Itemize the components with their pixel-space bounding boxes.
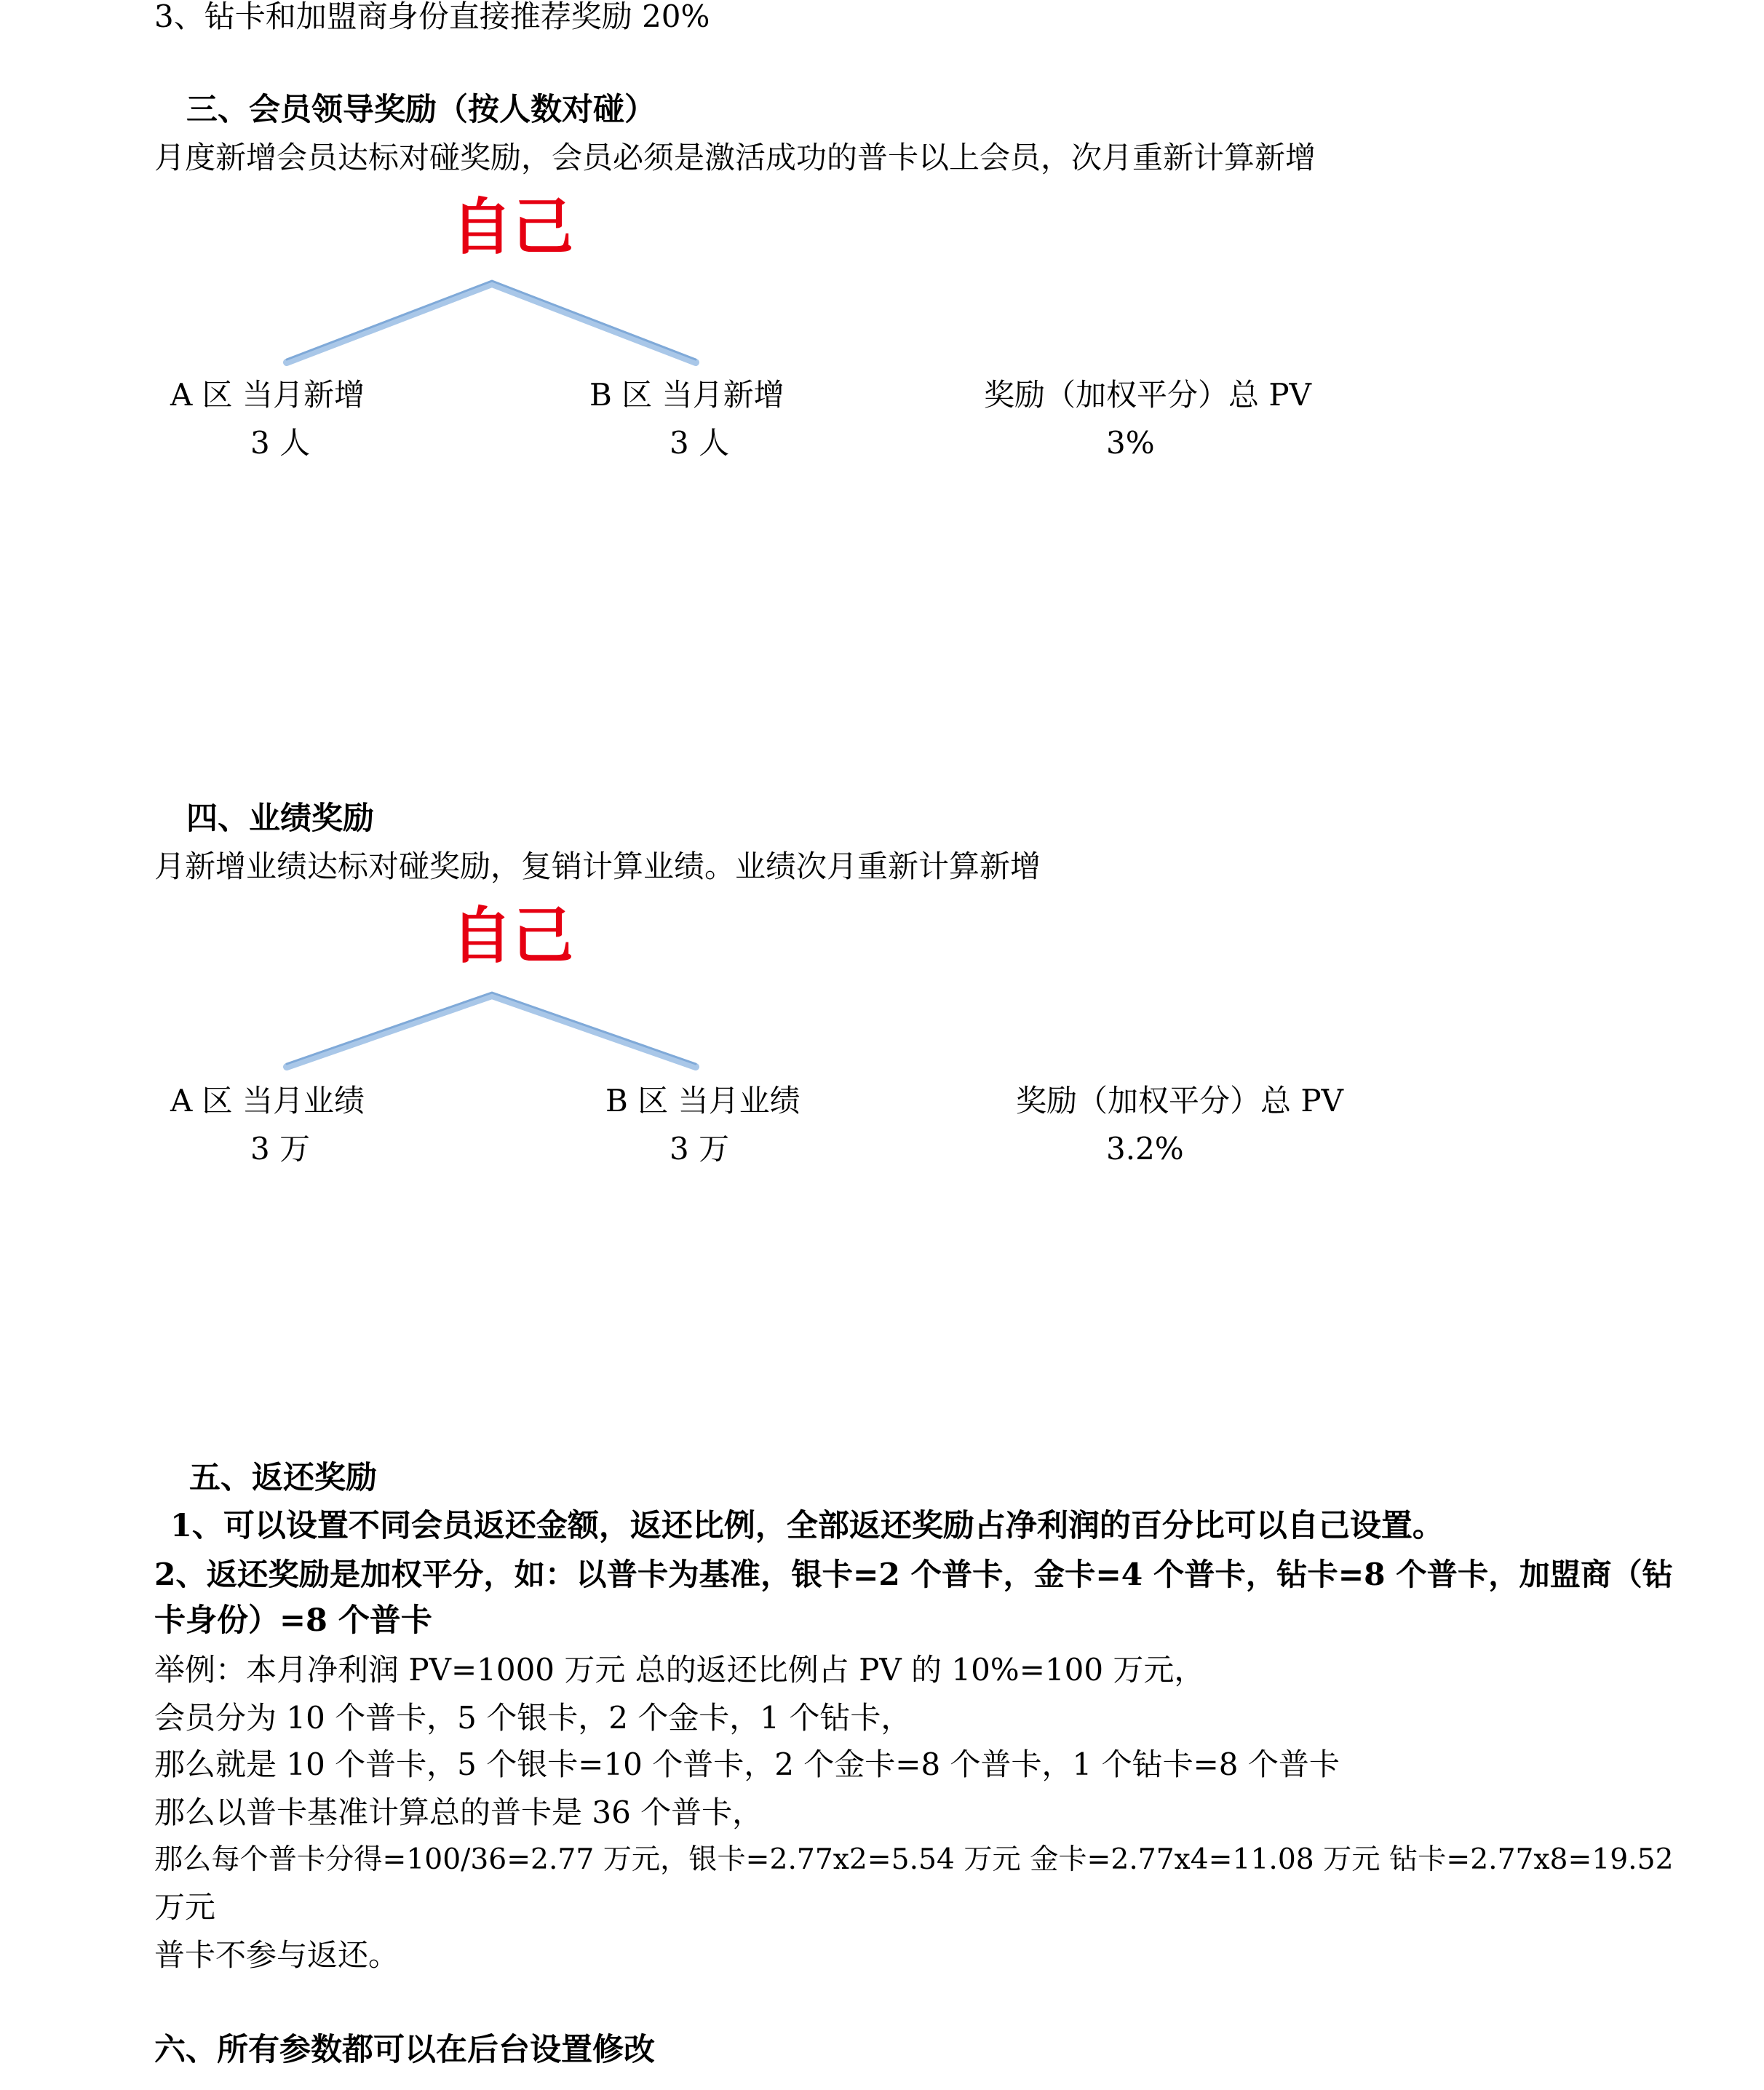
example-line: 会员分为 10 个普卡，5 个银卡，2 个金卡，1 个钻卡， <box>154 1700 912 1736</box>
section-description: 月度新增会员达标对碰奖励，会员必须是激活成功的普卡以上会员，次月重新计算新增 <box>154 140 1316 175</box>
section-heading: 五、返还奖励 <box>189 1460 377 1496</box>
text-line: 3、钻卡和加盟商身份直接推荐奖励 20% <box>154 0 710 34</box>
zone-a-value: 3 万 <box>250 1131 311 1167</box>
zone-b-value: 3 万 <box>670 1131 730 1167</box>
root-node-label: 自己 <box>451 900 574 972</box>
branch-line-highlight <box>287 993 696 1064</box>
reward-label: 奖励（加权平分）总 PV <box>984 377 1311 413</box>
section-heading: 四、业绩奖励 <box>186 800 374 837</box>
zone-b-value: 3 人 <box>670 425 730 461</box>
example-line: 举例：本月净利润 PV=1000 万元 总的返还比例占 PV 的 10%=100 万元， <box>154 1652 1205 1688</box>
example-line: 那么就是 10 个普卡，5 个银卡=10 个普卡，2 个金卡=8 个普卡，1 个钻卡=8 个普卡 <box>154 1747 1340 1782</box>
section-heading: 三、会员领导奖励（按人数对碰） <box>186 92 656 128</box>
section-description: 月新增业绩达标对碰奖励，复销计算业绩。业绩次月重新计算新增 <box>154 849 1041 884</box>
reward-value: 3% <box>1106 425 1155 461</box>
zone-b-label: B 区 当月业绩 <box>605 1083 800 1118</box>
bold-paragraph-continued: 卡身份）=8 个普卡 <box>154 1602 432 1639</box>
bold-paragraph: 1、可以设置不同会员返还金额，返还比例，全部返还奖励占净利润的百分比可以自己设置。 <box>170 1508 1444 1544</box>
bold-paragraph: 2、返还奖励是加权平分，如：以普卡为基准，银卡=2 个普卡，金卡=4 个普卡，钻卡=8 个普卡，加盟商（钻 <box>154 1556 1673 1592</box>
example-line: 那么以普卡基准计算总的普卡是 36 个普卡， <box>154 1795 763 1830</box>
root-node-label: 自己 <box>451 191 574 263</box>
reward-value: 3.2% <box>1106 1131 1184 1167</box>
zone-a-value: 3 人 <box>250 425 311 461</box>
zone-a-label: A 区 当月新增 <box>170 377 365 413</box>
zone-a-label: A 区 当月业绩 <box>170 1083 365 1118</box>
reward-label: 奖励（加权平分）总 PV <box>1016 1083 1343 1118</box>
example-line: 普卡不参与返还。 <box>154 1937 400 1973</box>
example-line-continued: 万元 <box>154 1889 216 1925</box>
example-line: 那么每个普卡分得=100/36=2.77 万元，银卡=2.77x2=5.54 万元 金卡=2.77x4=11.08 万元 钻卡=2.77x8=19.52 <box>154 1843 1674 1876</box>
zone-b-label: B 区 当月新增 <box>589 377 784 413</box>
section-heading: 六、所有参数都可以在后台设置修改 <box>154 2032 655 2068</box>
branch-line <box>287 996 696 1067</box>
